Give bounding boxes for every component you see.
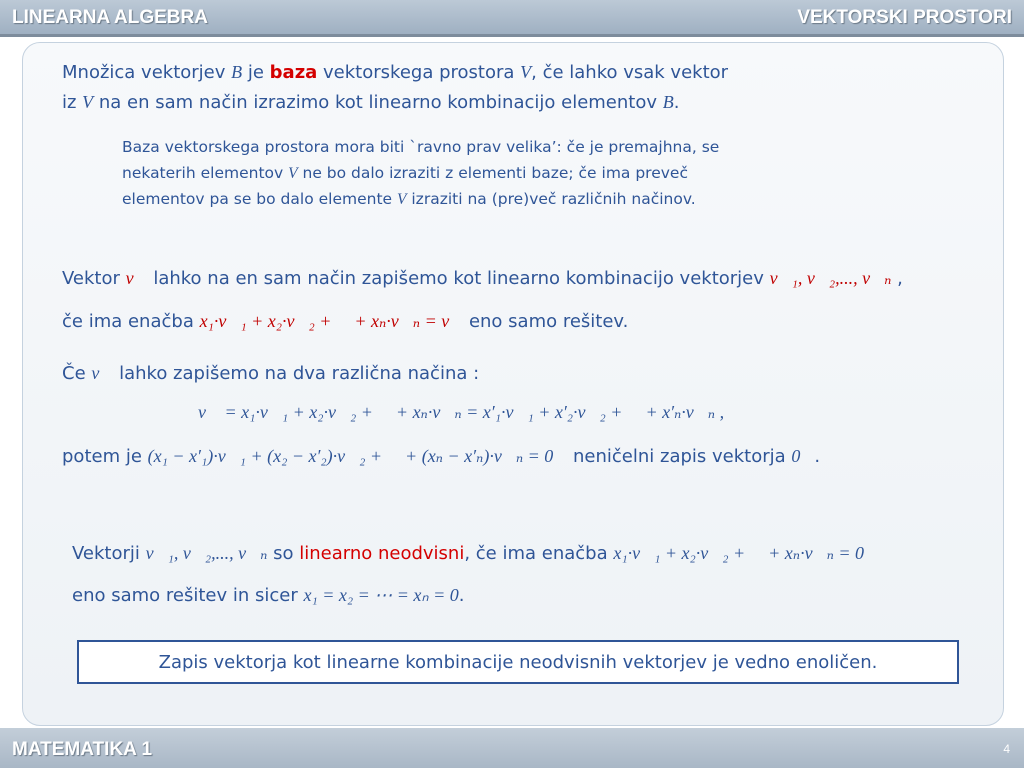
header-bar (0, 0, 1024, 37)
two-ways-line: Če v⃗ lahko zapišemo na dva različna načina : (62, 363, 480, 384)
definition-line-2: iz V na en sam način izrazimo kot linearno kombinacijo elementov B. (62, 92, 680, 113)
uniqueness-line-1: Vektor v⃗ lahko na en sam način zapišemo kot linearno kombinacijo vektorjev v⃗₁, v⃗₂,..., v⃗ₙ , (62, 268, 903, 289)
course-section-title: LINEARNA ALGEBRA (12, 7, 208, 28)
chapter-title: VEKTORSKI PROSTORI (797, 7, 1012, 28)
independence-line-1: Vektorji v⃗₁, v⃗₂,..., v⃗ₙ so linearno neodvisni, če ima enačba x₁·v⃗₁ + x₂·v⃗₂ + ⋯ + xₙ·v⃗ₙ = 0⃗ (72, 543, 879, 564)
note-line-3: elementov pa se bo dalo elemente V izraziti na (pre)več različnih načinov. (122, 190, 696, 208)
page-number: 4 (1003, 742, 1010, 756)
definition-line-1: Množica vektorjev B je baza vektorskega prostora V, če lahko vsak vektor (62, 62, 729, 83)
note-line-2: nekaterih elementov V ne bo dalo izraziti z elementi baze; če ima preveč (122, 164, 688, 182)
course-name: MATEMATIKA 1 (12, 739, 153, 760)
difference-equation-line: potem je (x₁ − x′₁)·v⃗₁ + (x₂ − x′₂)·v⃗₂ + ⋯ + (xₙ − x′ₙ)·v⃗ₙ = 0⃗ neničelni zapis vektorja 0⃗. (62, 446, 821, 467)
footer-bar (0, 728, 1024, 768)
independence-line-2: eno samo rešitev in sicer x₁ = x₂ = ⋯ = xₙ = 0. (72, 585, 465, 606)
note-line-1: Baza vektorskega prostora mora biti `ravno prav velika’: če je premajhna, se (122, 138, 720, 156)
uniqueness-line-2: če ima enačba x₁·v⃗₁ + x₂·v⃗₂ + ⋯ + xₙ·v⃗ₙ = v⃗ eno samo rešitev. (62, 311, 629, 332)
conclusion-text: Zapis vektorja kot linearne kombinacije neodvisnih vektorjev je vedno enoličen. (158, 651, 878, 673)
conclusion-box (77, 640, 959, 684)
two-representations-equation: v⃗ = x₁·v⃗₁ + x₂·v⃗₂ + ⋯ + xₙ·v⃗ₙ = x′₁·v⃗₁ + x′₂·v⃗₂ + ⋯ + x′ₙ·v⃗ₙ , (198, 402, 725, 422)
